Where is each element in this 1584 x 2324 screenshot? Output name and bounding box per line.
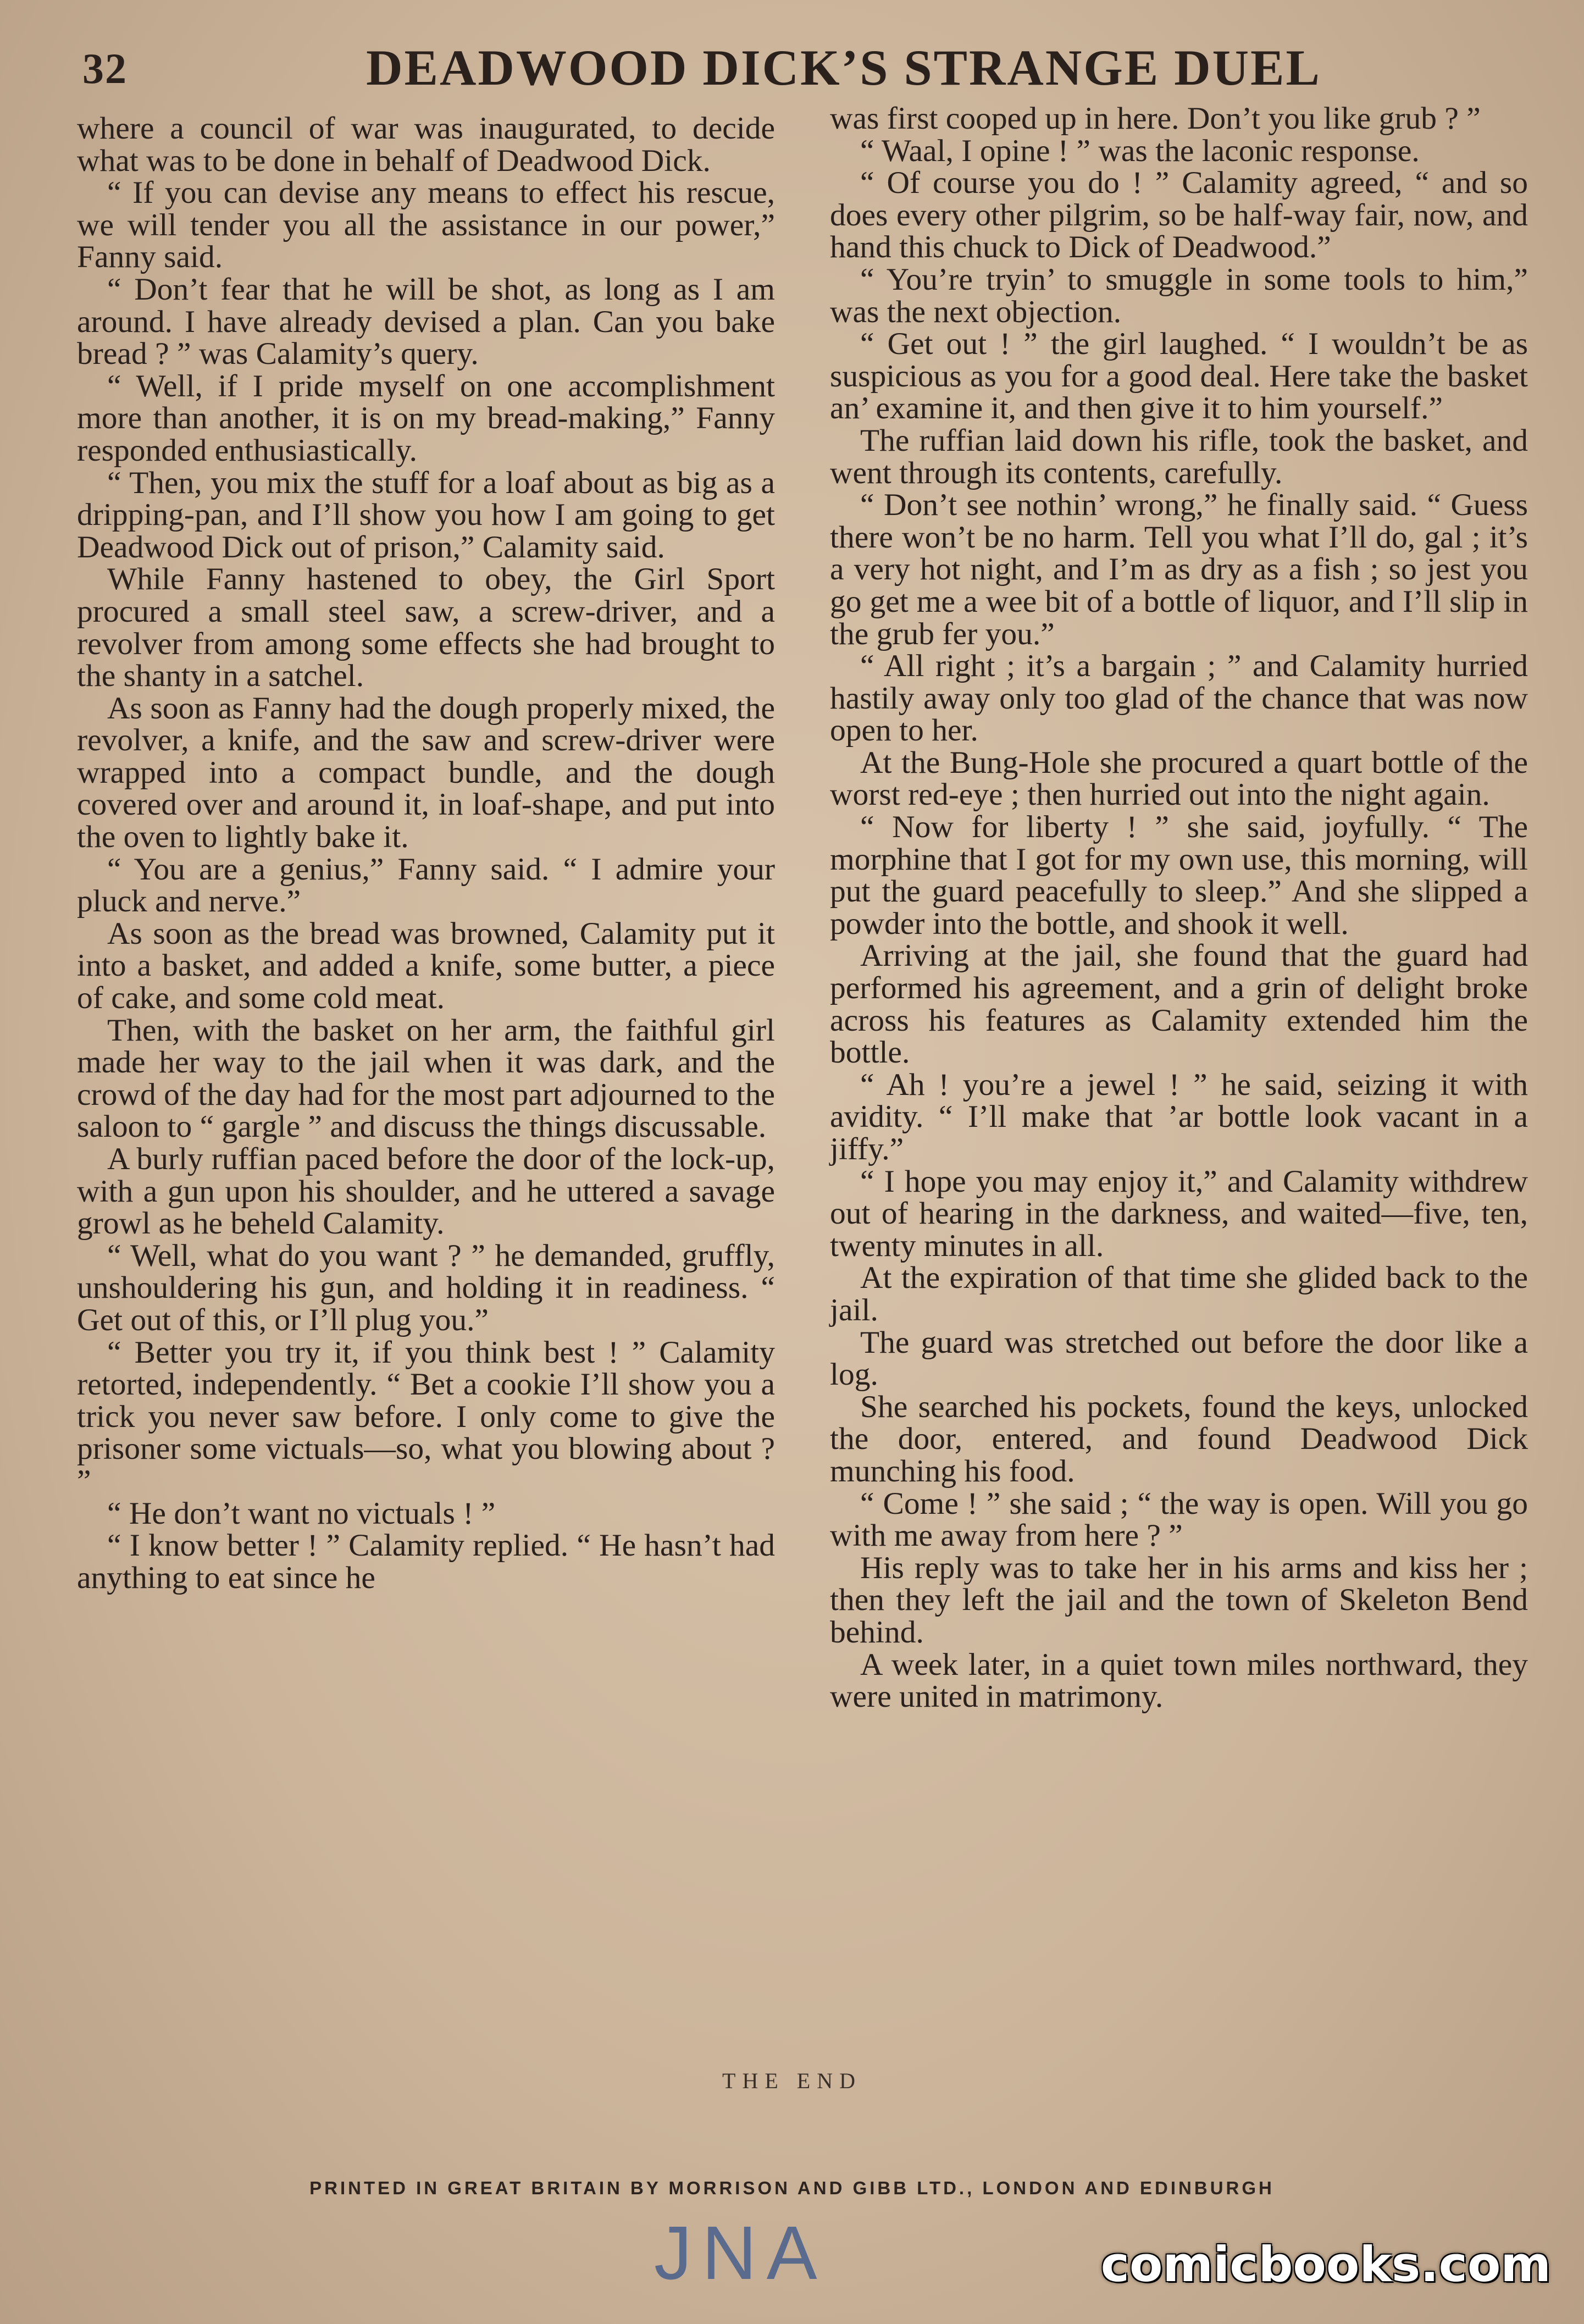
paragraph: was first cooped up in here. Don’t you like grub ? ”	[830, 101, 1481, 136]
paragraph: Arriving at the jail, she found that the guard had performed his agreement, and a grin of delight broke across his features as Calamity extended him the bottle.	[830, 938, 1528, 1070]
paragraph: “ I know better ! ” Calamity replied. “ He hasn’t had anything to eat since he	[77, 1528, 775, 1595]
paragraph: “ Don’t see nothin’ wrong,” he finally said. “ Guess there won’t be no harm. Tell you what I’ll do, gal ; it’s a very hot night, and I’m as dry as a fish ; so jest you go get me a wee bit of a bottle of liquor, and I’ll slip in the grub fer you.”	[830, 488, 1528, 651]
paragraph: His reply was to take her in his arms and kiss her ; then they left the jail and the town of Skeleton Bend behind.	[830, 1550, 1528, 1650]
paragraph: Then, with the basket on her arm, the faithful girl made her way to the jail when it was dark, and the crowd of the day had for the most part adjourned to the saloon to “ gargle ” and discuss the things discussable.	[77, 1012, 775, 1144]
text-columns	[77, 101, 1528, 2004]
paragraph: “ He don’t want no victuals ! ”	[107, 1496, 496, 1531]
paragraph: The ruffian laid down his rifle, took the basket, and went through its contents, carefully.	[830, 423, 1528, 490]
paragraph: “ Come ! ” she said ; “ the way is open. Will you go with me away from here ? ”	[830, 1486, 1528, 1553]
paragraph: “ Of course you do ! ” Calamity agreed, “ and so does every other pilgrim, so be half-way fair, now, and hand this chuck to Dick of Deadwood.”	[830, 165, 1528, 265]
paragraph: “ If you can devise any means to effect his rescue, we will tender you all the assistance in our power,” Fanny said.	[77, 175, 775, 275]
paragraph: “ Well, if I pride myself on one accomplishment more than another, it is on my bread-making,” Fanny responded enthusiastically.	[77, 368, 775, 468]
paragraph: “ You are a genius,” Fanny said. “ I admire your pluck and nerve.”	[77, 851, 775, 919]
paragraph: “ Waal, I opine ! ” was the laconic response.	[860, 133, 1420, 168]
paragraph: “ Better you try it, if you think best ! ” Calamity retorted, independently. “ Bet a cookie I’ll show you a trick you never saw before. I only come to give the prisoner some victuals—so, what you blowing about ? ”	[77, 1335, 775, 1498]
paragraph: “ Ah ! you’re a jewel ! ” he said, seizing it with avidity. “ I’ll make that ’ar bottle look vacant in a jiffy.”	[830, 1067, 1528, 1166]
paragraph: A burly ruffian paced before the door of the lock-up, with a gun upon his shoulder, and he uttered a savage growl as he beheld Calamity.	[77, 1142, 775, 1241]
right-column	[830, 103, 1528, 1713]
paragraph: “ Don’t fear that he will be shot, as long as I am around. I have already devised a plan. Can you bake bread ? ” was Calamity’s query.	[77, 272, 775, 372]
paragraph: “ Well, what do you want ? ” he demanded, gruffly, unshouldering his gun, and holding it in readiness. “ Get out of this, or I’ll plug you.”	[77, 1238, 775, 1337]
paragraph: “ Then, you mix the stuff for a loaf about as big as a dripping-pan, and I’ll show you how I am going to get Deadwood Dick out of prison,” Calamity said.	[77, 465, 775, 565]
paragraph: As soon as Fanny had the dough properly mixed, the revolver, a knife, and the saw and screw-driver were wrapped into a compact bundle, and the dough covered over and around it, in loaf-shape, and put into the oven to lightly bake it.	[77, 690, 775, 855]
paragraph: At the Bung-Hole she procured a quart bottle of the worst red-eye ; then hurried out into the night again.	[830, 745, 1528, 812]
paragraph: The guard was stretched out before the door like a log.	[830, 1325, 1528, 1392]
paragraph: “ You’re tryin’ to smuggle in some tools to him,” was the next objection.	[830, 262, 1528, 329]
paragraph: As soon as the bread was browned, Calamity put it into a basket, and added a knife, some butter, a piece of cake, and some cold meat.	[77, 916, 775, 1016]
ink-stamp: JNA	[654, 2211, 827, 2295]
site-watermark: comicbooks.com	[1100, 2236, 1551, 2293]
running-title: DEADWOOD DICK’S STRANGE DUEL	[366, 40, 1321, 96]
paragraph: While Fanny hastened to obey, the Girl Sport procured a small steel saw, a screw-driver, and a revolver from among some effects she had brought to the shanty in a satchel.	[77, 562, 775, 694]
paragraph: “ All right ; it’s a bargain ; ” and Calamity hurried hastily away only too glad of the chance that was now open to her.	[830, 649, 1528, 748]
left-column	[77, 113, 775, 1594]
paragraph: She searched his pockets, found the keys, unlocked the door, entered, and found Deadwood Dick munching his food.	[830, 1389, 1528, 1489]
paragraph: where a council of war was inaugurated, to decide what was to be done in behalf of Deadwood Dick.	[77, 111, 775, 178]
paragraph: “ Get out ! ” the girl laughed. “ I wouldn’t be as suspicious as you for a good deal. Here take the basket an’ examine it, and then give it to him yourself.”	[830, 327, 1528, 426]
paragraph: “ Now for liberty ! ” she said, joyfully. “ The morphine that I got for my own use, this morning, will put the guard peacefully to sleep.” And she slipped a powder into the bottle, and shook it well.	[830, 810, 1528, 941]
paragraph: “ I hope you may enjoy it,” and Calamity withdrew out of hearing in the darkness, and waited—five, ten, twenty minutes in all.	[830, 1164, 1528, 1263]
page-number: 32	[82, 45, 128, 92]
printer-imprint: PRINTED IN GREAT BRITAIN BY MORRISON AND GIBB LTD., LONDON AND EDINBURGH	[309, 2178, 1275, 2198]
page-header	[82, 38, 1528, 110]
end-mark: THE END	[722, 2068, 862, 2093]
paragraph: At the expiration of that time she glided back to the jail.	[830, 1260, 1528, 1327]
paragraph: A week later, in a quiet town miles northward, they were united in matrimony.	[830, 1647, 1528, 1714]
